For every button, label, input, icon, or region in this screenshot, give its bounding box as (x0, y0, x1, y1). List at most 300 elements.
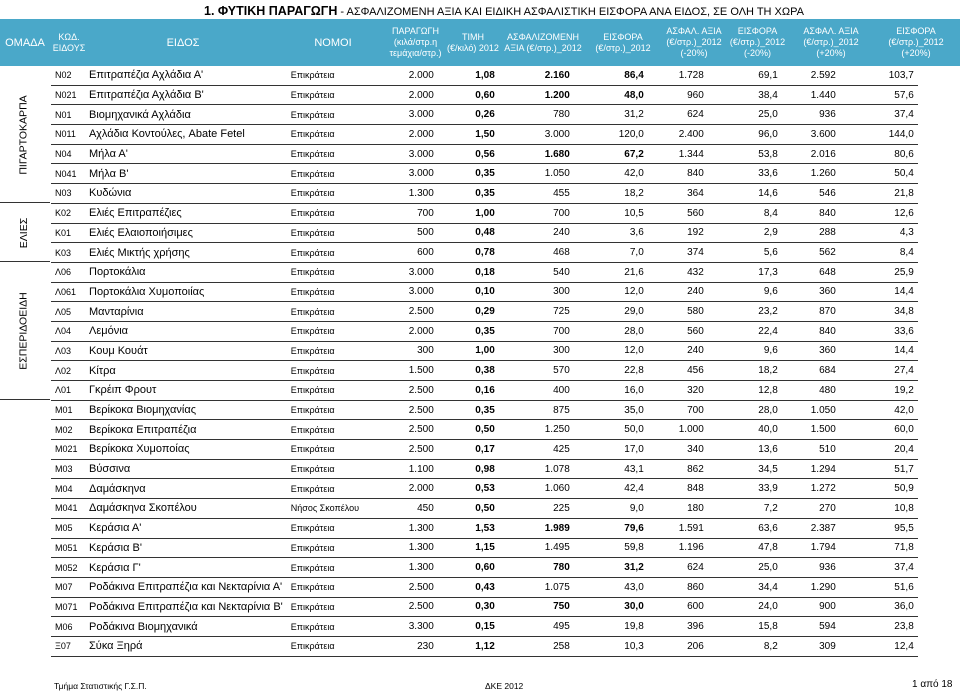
page-title (204, 4, 804, 18)
cell-name: Μήλα Β' (85, 164, 287, 184)
cell-price: 0,78 (438, 243, 499, 263)
cell-code: Ν03 (51, 184, 85, 204)
cell-name: Σύκα Ξηρά (85, 636, 287, 656)
cell-price: 0,35 (438, 400, 499, 420)
cell-cm20: 9,6 (708, 282, 782, 302)
cell-cp20: 25,9 (840, 262, 918, 282)
cell-name: Ροδάκινα Βιομηχανικά (85, 617, 287, 637)
header-kind: ΕΙΔΟΣ (166, 36, 200, 49)
cell-cp20: 144,0 (840, 125, 918, 145)
cell-region: Επικράτεια (287, 66, 391, 85)
cell-name: Βύσσινα (85, 459, 287, 479)
cell-name: Κυδώνια (85, 184, 287, 204)
cell-code: Ν021 (51, 85, 85, 105)
table-row (51, 105, 918, 125)
cell-ip20: 648 (782, 262, 840, 282)
cell-cp20: 8,4 (840, 243, 918, 263)
cell-ip20: 480 (782, 381, 840, 401)
cell-name: Δαμάσκηνα (85, 479, 287, 499)
cell-production: 2.500 (391, 381, 438, 401)
cell-price: 0,16 (438, 381, 499, 401)
cell-ip20: 840 (782, 321, 840, 341)
cell-cp20: 37,4 (840, 105, 918, 125)
cell-contrib: 3,6 (574, 223, 648, 243)
cell-contrib: 42,4 (574, 479, 648, 499)
cell-name: Βερίκοκα Χυμοποίας (85, 440, 287, 460)
cell-name: Μήλα Α' (85, 144, 287, 164)
cell-cp20: 36,0 (840, 597, 918, 617)
cell-cp20: 23,8 (840, 617, 918, 637)
cell-ip20: 309 (782, 636, 840, 656)
cell-insured: 258 (499, 636, 574, 656)
cell-ip20: 1.294 (782, 459, 840, 479)
cell-region: Επικράτεια (287, 341, 391, 361)
cell-production: 450 (391, 499, 438, 519)
footer-left: Τμήμα Στατιστικής Γ.Σ.Π. (54, 681, 147, 691)
cell-region: Επικράτεια (287, 558, 391, 578)
cell-ip20: 2.387 (782, 518, 840, 538)
table-row (51, 85, 918, 105)
cell-cm20: 17,3 (708, 262, 782, 282)
cell-name: Πορτοκάλια Χυμοποιίας (85, 282, 287, 302)
cell-ip20: 936 (782, 105, 840, 125)
cell-contrib: 16,0 (574, 381, 648, 401)
cell-production: 3.000 (391, 105, 438, 125)
cell-production: 1.100 (391, 459, 438, 479)
group-label-text: ΕΛΙΕΣ (18, 217, 30, 249)
cell-contrib: 10,5 (574, 203, 648, 223)
cell-cm20: 69,1 (708, 66, 782, 85)
cell-price: 0,60 (438, 558, 499, 578)
cell-cp20: 103,7 (840, 66, 918, 85)
cell-ip20: 684 (782, 361, 840, 381)
cell-insured: 780 (499, 105, 574, 125)
cell-insured: 1.050 (499, 164, 574, 184)
cell-region: Επικράτεια (287, 420, 391, 440)
cell-region: Επικράτεια (287, 636, 391, 656)
cell-production: 1.500 (391, 361, 438, 381)
cell-cm20: 25,0 (708, 105, 782, 125)
cell-code: Μ01 (51, 400, 85, 420)
cell-name: Κεράσια Α' (85, 518, 287, 538)
header-contrib: ΕΙΣΦΟΡΑ (€/στρ.)_2012 (595, 31, 651, 53)
cell-insured: 875 (499, 400, 574, 420)
cell-cp20: 14,4 (840, 341, 918, 361)
cell-insured: 455 (499, 184, 574, 204)
cell-production: 2.000 (391, 66, 438, 85)
header-production: ΠΑΡΑΓΩΓΗ (κιλά/στρ.η τεμάχια/στρ.) (389, 26, 442, 58)
cell-ip20: 510 (782, 440, 840, 460)
table-row (51, 125, 918, 145)
cell-region: Επικράτεια (287, 459, 391, 479)
cell-insured: 240 (499, 223, 574, 243)
cell-name: Γκρέιπ Φρουτ (85, 381, 287, 401)
cell-cp20: 14,4 (840, 282, 918, 302)
table-row (51, 144, 918, 164)
cell-region: Επικράτεια (287, 105, 391, 125)
cell-price: 0,53 (438, 479, 499, 499)
cell-price: 1,00 (438, 203, 499, 223)
cell-im20: 600 (648, 597, 708, 617)
cell-contrib: 9,0 (574, 499, 648, 519)
cell-price: 0,43 (438, 577, 499, 597)
cell-name: Κίτρα (85, 361, 287, 381)
cell-contrib: 19,8 (574, 617, 648, 637)
cell-cm20: 23,2 (708, 302, 782, 322)
cell-production: 2.500 (391, 597, 438, 617)
header-contrib-minus20: ΕΙΣΦΟΡΑ (€/στρ.)_2012 (-20%) (729, 26, 786, 58)
cell-code: Λ03 (51, 341, 85, 361)
cell-region: Επικράτεια (287, 184, 391, 204)
cell-im20: 240 (648, 341, 708, 361)
cell-name: Κεράσια Γ' (85, 558, 287, 578)
cell-price: 0,30 (438, 597, 499, 617)
cell-ip20: 546 (782, 184, 840, 204)
cell-name: Βερίκοκα Επιτραπέζια (85, 420, 287, 440)
cell-contrib: 7,0 (574, 243, 648, 263)
cell-insured: 1.078 (499, 459, 574, 479)
cell-production: 2.500 (391, 440, 438, 460)
cell-contrib: 30,0 (574, 597, 648, 617)
cell-price: 0,26 (438, 105, 499, 125)
table-row (51, 164, 918, 184)
cell-code: Ν01 (51, 105, 85, 125)
cell-cm20: 34,4 (708, 577, 782, 597)
table-row (51, 420, 918, 440)
cell-insured: 1.495 (499, 538, 574, 558)
table-row (51, 558, 918, 578)
cell-contrib: 29,0 (574, 302, 648, 322)
cell-cp20: 21,8 (840, 184, 918, 204)
cell-cm20: 33,9 (708, 479, 782, 499)
cell-cm20: 25,0 (708, 558, 782, 578)
cell-cm20: 14,6 (708, 184, 782, 204)
cell-im20: 862 (648, 459, 708, 479)
cell-price: 0,29 (438, 302, 499, 322)
cell-production: 3.000 (391, 164, 438, 184)
cell-code: Μ06 (51, 617, 85, 637)
header-insured-minus20: ΑΣΦΑΛ. ΑΞΙΑ (€/στρ.)_2012 (-20%) (666, 26, 722, 58)
table-row (51, 381, 918, 401)
cell-contrib: 12,0 (574, 282, 648, 302)
header-contrib-plus20: ΕΙΣΦΟΡΑ (€/στρ.)_2012 (+20%) (888, 26, 944, 58)
cell-price: 1,08 (438, 66, 499, 85)
group-label (0, 262, 48, 400)
cell-cm20: 12,8 (708, 381, 782, 401)
cell-cm20: 13,6 (708, 440, 782, 460)
table-row (51, 184, 918, 204)
cell-code: Ν04 (51, 144, 85, 164)
cell-production: 230 (391, 636, 438, 656)
cell-contrib: 35,0 (574, 400, 648, 420)
cell-name: Βιομηχανικά Αχλάδια (85, 105, 287, 125)
cell-production: 1.300 (391, 538, 438, 558)
cell-cm20: 24,0 (708, 597, 782, 617)
cell-price: 1,50 (438, 125, 499, 145)
cell-production: 3.000 (391, 282, 438, 302)
cell-cm20: 7,2 (708, 499, 782, 519)
cell-code: Μ02 (51, 420, 85, 440)
cell-cm20: 5,6 (708, 243, 782, 263)
cell-price: 0,17 (438, 440, 499, 460)
cell-im20: 240 (648, 282, 708, 302)
cell-insured: 2.160 (499, 66, 574, 85)
cell-contrib: 18,2 (574, 184, 648, 204)
cell-code: Κ03 (51, 243, 85, 263)
cell-code: Μ052 (51, 558, 85, 578)
cell-cm20: 9,6 (708, 341, 782, 361)
cell-insured: 1.989 (499, 518, 574, 538)
table-row (51, 262, 918, 282)
table-row (51, 617, 918, 637)
cell-price: 0,35 (438, 184, 499, 204)
cell-im20: 700 (648, 400, 708, 420)
cell-im20: 560 (648, 321, 708, 341)
cell-contrib: 10,3 (574, 636, 648, 656)
cell-name: Δαμάσκηνα Σκοπέλου (85, 499, 287, 519)
cell-region: Επικράτεια (287, 381, 391, 401)
cell-im20: 1.344 (648, 144, 708, 164)
cell-region: Επικράτεια (287, 262, 391, 282)
cell-ip20: 1.500 (782, 420, 840, 440)
cell-name: Λεμόνια (85, 321, 287, 341)
cell-im20: 624 (648, 105, 708, 125)
cell-region: Επικράτεια (287, 302, 391, 322)
cell-code: Μ071 (51, 597, 85, 617)
table-row (51, 203, 918, 223)
cell-im20: 960 (648, 85, 708, 105)
cell-name: Ελιές Επιτραπέζιες (85, 203, 287, 223)
cell-name: Επιτραπέζια Αχλάδια Β' (85, 85, 287, 105)
cell-price: 1,53 (438, 518, 499, 538)
cell-production: 2.500 (391, 420, 438, 440)
cell-code: Μ051 (51, 538, 85, 558)
group-label-text: ΕΣΠΕΡΙΔΟΕΙΔΗ (18, 292, 31, 371)
cell-region: Επικράτεια (287, 597, 391, 617)
cell-im20: 580 (648, 302, 708, 322)
cell-region: Επικράτεια (287, 538, 391, 558)
cell-insured: 300 (499, 282, 574, 302)
cell-code: Μ041 (51, 499, 85, 519)
group-label (0, 203, 48, 262)
table-row (51, 66, 918, 85)
cell-code: Λ061 (51, 282, 85, 302)
cell-price: 0,56 (438, 144, 499, 164)
cell-code: Μ05 (51, 518, 85, 538)
cell-im20: 364 (648, 184, 708, 204)
cell-price: 0,38 (438, 361, 499, 381)
cell-region: Επικράτεια (287, 577, 391, 597)
cell-insured: 725 (499, 302, 574, 322)
cell-contrib: 22,8 (574, 361, 648, 381)
cell-price: 0,18 (438, 262, 499, 282)
cell-insured: 780 (499, 558, 574, 578)
cell-insured: 700 (499, 203, 574, 223)
cell-code: Κ02 (51, 203, 85, 223)
cell-cp20: 37,4 (840, 558, 918, 578)
group-label-text: ΠΙΓΑΡΤΟΚΑΡΠΑ (18, 94, 31, 175)
cell-im20: 860 (648, 577, 708, 597)
table-row (51, 636, 918, 656)
cell-ip20: 288 (782, 223, 840, 243)
cell-price: 1,15 (438, 538, 499, 558)
table-row (51, 459, 918, 479)
cell-ip20: 1.260 (782, 164, 840, 184)
cell-region: Επικράτεια (287, 203, 391, 223)
cell-name: Ροδάκινα Επιτραπέζια και Νεκταρίνια Β' (85, 597, 287, 617)
cell-ip20: 562 (782, 243, 840, 263)
cell-insured: 540 (499, 262, 574, 282)
cell-region: Επικράτεια (287, 479, 391, 499)
cell-contrib: 48,0 (574, 85, 648, 105)
cell-production: 500 (391, 223, 438, 243)
cell-contrib: 86,4 (574, 66, 648, 85)
cell-price: 1,00 (438, 341, 499, 361)
cell-cp20: 60,0 (840, 420, 918, 440)
cell-ip20: 1.272 (782, 479, 840, 499)
cell-production: 1.300 (391, 558, 438, 578)
cell-region: Νήσος Σκοπέλου (287, 499, 391, 519)
cell-code: Ξ07 (51, 636, 85, 656)
cell-production: 1.300 (391, 518, 438, 538)
cell-contrib: 79,6 (574, 518, 648, 538)
cell-price: 0,15 (438, 617, 499, 637)
cell-im20: 340 (648, 440, 708, 460)
cell-ip20: 2.592 (782, 66, 840, 85)
cell-region: Επικράτεια (287, 223, 391, 243)
cell-price: 0,98 (438, 459, 499, 479)
cell-cm20: 22,4 (708, 321, 782, 341)
title-subtitle: - ΑΣΦΑΛΙΖΟΜΕΝΗ ΑΞΙΑ ΚΑΙ ΕΙΔΙΚΗ ΑΣΦΑΛΙΣΤΙΚΗ ΕΙΣΦΟΡΑ ΑΝΑ ΕΙΔΟΣ, ΣΕ ΟΛΗ ΤΗ ΧΩΡΑ (337, 6, 804, 18)
cell-insured: 750 (499, 597, 574, 617)
cell-insured: 495 (499, 617, 574, 637)
cell-code: Μ021 (51, 440, 85, 460)
cell-ip20: 1.794 (782, 538, 840, 558)
cell-cm20: 2,9 (708, 223, 782, 243)
header-code: ΚΩΔ. ΕΙΔΟΥΣ (52, 31, 86, 53)
cell-im20: 1.591 (648, 518, 708, 538)
group-divider (0, 399, 50, 400)
cell-im20: 1.196 (648, 538, 708, 558)
cell-production: 3.000 (391, 144, 438, 164)
cell-region: Επικράτεια (287, 144, 391, 164)
cell-ip20: 360 (782, 341, 840, 361)
cell-cp20: 50,9 (840, 479, 918, 499)
cell-code: Ν02 (51, 66, 85, 85)
cell-ip20: 270 (782, 499, 840, 519)
header-region: ΝΟΜΟΙ (314, 36, 352, 49)
cell-production: 1.300 (391, 184, 438, 204)
cell-contrib: 120,0 (574, 125, 648, 145)
table-row (51, 341, 918, 361)
cell-cm20: 53,8 (708, 144, 782, 164)
table-row (51, 538, 918, 558)
table-row (51, 518, 918, 538)
cell-name: Πορτοκάλια (85, 262, 287, 282)
title-main: 1. ΦΥΤΙΚΗ ΠΑΡΑΓΩΓΗ (204, 4, 338, 18)
cell-name: Ελιές Μικτής χρήσης (85, 243, 287, 263)
cell-region: Επικράτεια (287, 164, 391, 184)
cell-cm20: 34,5 (708, 459, 782, 479)
cell-contrib: 31,2 (574, 105, 648, 125)
cell-ip20: 360 (782, 282, 840, 302)
cell-production: 2.000 (391, 85, 438, 105)
cell-name: Ροδάκινα Επιτραπέζια και Νεκταρίνια Α' (85, 577, 287, 597)
cell-region: Επικράτεια (287, 400, 391, 420)
cell-production: 2.000 (391, 125, 438, 145)
cell-code: Κ01 (51, 223, 85, 243)
cell-cp20: 12,4 (840, 636, 918, 656)
cell-region: Επικράτεια (287, 243, 391, 263)
cell-cp20: 95,5 (840, 518, 918, 538)
cell-price: 1,12 (438, 636, 499, 656)
cell-cp20: 27,4 (840, 361, 918, 381)
cell-production: 2.500 (391, 302, 438, 322)
cell-contrib: 43,0 (574, 577, 648, 597)
cell-price: 0,10 (438, 282, 499, 302)
cell-production: 300 (391, 341, 438, 361)
cell-contrib: 28,0 (574, 321, 648, 341)
group-label (0, 66, 48, 203)
cell-production: 2.000 (391, 321, 438, 341)
cell-cm20: 18,2 (708, 361, 782, 381)
cell-name: Κεράσια Β' (85, 538, 287, 558)
cell-ip20: 594 (782, 617, 840, 637)
cell-ip20: 900 (782, 597, 840, 617)
cell-ip20: 1.050 (782, 400, 840, 420)
table-row (51, 400, 918, 420)
table-row (51, 223, 918, 243)
cell-im20: 2.400 (648, 125, 708, 145)
cell-ip20: 2.016 (782, 144, 840, 164)
cell-code: Λ04 (51, 321, 85, 341)
table-row (51, 577, 918, 597)
cell-name: Βερίκοκα Βιομηχανίας (85, 400, 287, 420)
cell-cp20: 42,0 (840, 400, 918, 420)
cell-im20: 848 (648, 479, 708, 499)
cell-cp20: 20,4 (840, 440, 918, 460)
cell-insured: 1.250 (499, 420, 574, 440)
header-insured-plus20: ΑΣΦΑΛ. ΑΞΙΑ (€/στρ.)_2012 (+20%) (803, 26, 859, 58)
header-group: ΟΜΑΔΑ (5, 36, 45, 49)
table-row (51, 597, 918, 617)
cell-insured: 1.060 (499, 479, 574, 499)
cell-insured: 1.200 (499, 85, 574, 105)
cell-price: 0,50 (438, 420, 499, 440)
cell-contrib: 31,2 (574, 558, 648, 578)
table-row (51, 361, 918, 381)
cell-insured: 570 (499, 361, 574, 381)
cell-cm20: 47,8 (708, 538, 782, 558)
cell-code: Λ02 (51, 361, 85, 381)
table-header (0, 19, 960, 66)
cell-cp20: 71,8 (840, 538, 918, 558)
cell-cm20: 38,4 (708, 85, 782, 105)
cell-insured: 1.075 (499, 577, 574, 597)
cell-im20: 1.000 (648, 420, 708, 440)
cell-im20: 180 (648, 499, 708, 519)
cell-insured: 3.000 (499, 125, 574, 145)
cell-cp20: 51,7 (840, 459, 918, 479)
cell-contrib: 67,2 (574, 144, 648, 164)
cell-im20: 396 (648, 617, 708, 637)
cell-cp20: 57,6 (840, 85, 918, 105)
cell-insured: 700 (499, 321, 574, 341)
cell-region: Επικράτεια (287, 85, 391, 105)
cell-production: 3.300 (391, 617, 438, 637)
cell-im20: 560 (648, 203, 708, 223)
header-price: ΤΙΜΗ (€/κιλό) 2012 (447, 31, 499, 53)
